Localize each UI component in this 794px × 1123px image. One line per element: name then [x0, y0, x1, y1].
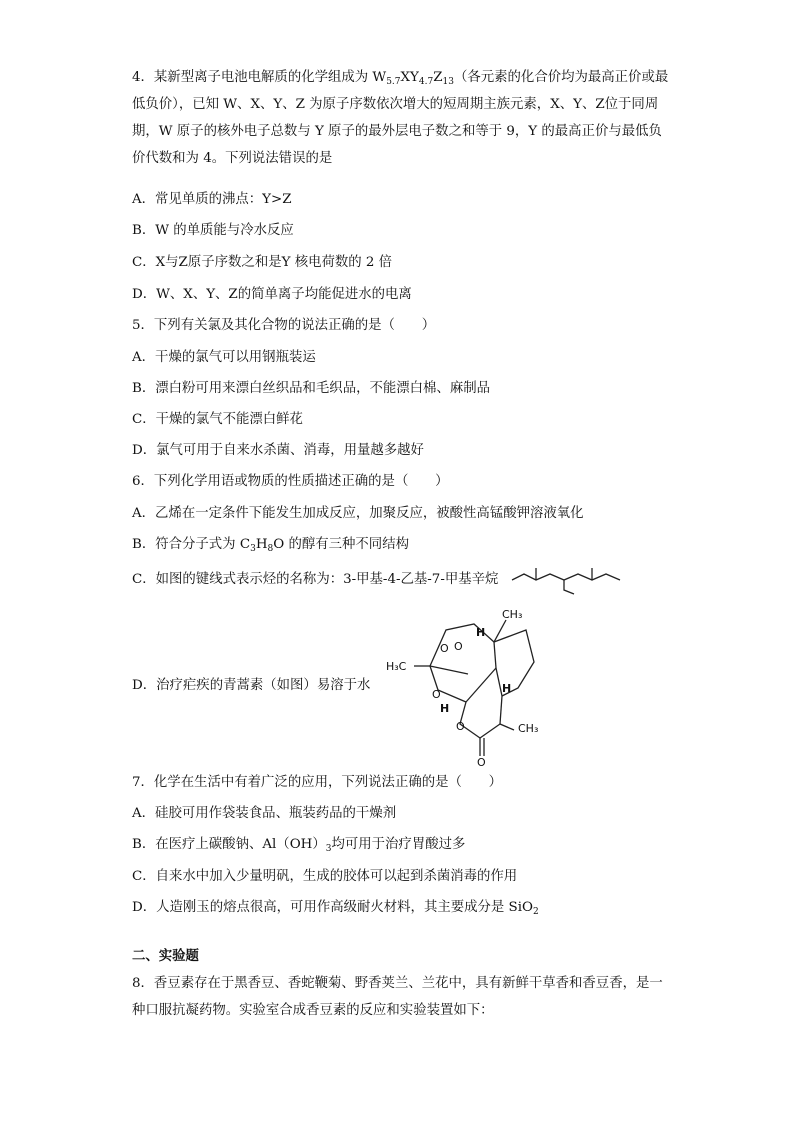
question-4-option-c: C．X与Z原子序数之和是Y 核电荷数的 2 倍: [132, 255, 393, 270]
h-top-label: H: [476, 626, 486, 639]
question-6-option-d: D．治疗疟疾的青蒿素（如图）易溶于水: [132, 678, 371, 693]
question-7-option-b: B．在医疗上碳酸钠、$Al(OH)_3$均可用于治疗胃酸过多: [132, 837, 466, 854]
ch3-top-label: CH₃: [502, 608, 523, 621]
section-title: 二、实验题: [132, 948, 199, 964]
ethyl-branch-bond: [564, 580, 574, 594]
oxygen-label-2: O: [454, 640, 463, 653]
question-7-stem: 7．化学在生活中有着广泛的应用，下列说法正确的是（ ）: [132, 775, 503, 790]
artemisinin-structure-diagram: [384, 606, 550, 766]
oxygen-label-5: O: [477, 756, 486, 766]
question-7-option-a: A．硅胶可用作袋装食品、瓶装药品的干燥剂: [132, 806, 397, 821]
h3c-label: H₃C: [386, 660, 407, 673]
h-mid-label: H: [502, 682, 512, 695]
skeletal-formula-diagram: [508, 560, 628, 596]
oxygen-label-4: O: [456, 720, 465, 733]
oxygen-label-3: O: [432, 688, 441, 701]
question-5-stem: 5．下列有关氯及其化合物的说法正确的是（ ）: [132, 318, 436, 333]
question-5-option-d: D．氯气可用于自来水杀菌、消毒，用量越多越好: [132, 443, 424, 458]
ch3-bottom-label: CH₃: [518, 722, 539, 735]
question-4-option-b: B．W 的单质能与冷水反应: [132, 223, 294, 238]
question-4-stem: 4．某新型离子电池电解质的化学组成为 $W_{5.7}XY_{4.7}Z_{13}$（各元素的化合价均为最高正价或最低负价），已知 W、X、Y、Z 为原子序数依次增大的短周期主族元素，X、Y、Z位于同周期，W 原子的核外电子总数与 Y 原子的最外层电子数之和等于 9，Y 的最高正价与最低负价代数和为 4。下列说法错误的是: [132, 70, 669, 166]
oxygen-label-1: O: [440, 642, 449, 655]
question-4-option-a: A．常见单质的沸点：Y>Z: [132, 192, 292, 207]
question-6-option-c: C．如图的键线式表示烃的名称为：3-甲基-4-乙基-7-甲基辛烷: [132, 572, 499, 587]
question-6-option-b: B．符合分子式为 $C_3H_8O$ 的醇有三种不同结构: [132, 537, 409, 554]
question-5-option-c: C．干燥的氯气不能漂白鲜花: [132, 412, 303, 427]
question-4-option-d: D．W、X、Y、Z的简单离子均能促进水的电离: [132, 287, 412, 302]
question-7-option-c: C．自来水中加入少量明矾，生成的胶体可以起到杀菌消毒的作用: [132, 869, 518, 884]
main-chain-bond: [512, 574, 620, 580]
h-left-label: H: [440, 702, 450, 715]
question-8-stem: 8．香豆素存在于黑香豆、香蛇鞭菊、野香荚兰、兰花中，具有新鲜干草香和香豆香，是一种口服抗凝药物。实验室合成香豆素的反应和实验装置如下：: [132, 976, 663, 1018]
question-5-option-a: A．干燥的氯气可以用钢瓶装运: [132, 350, 316, 365]
question-7-option-d: D．人造刚玉的熔点很高，可用作高级耐火材料，其主要成分是 SiO$_2$: [132, 900, 539, 917]
question-5-option-b: B．漂白粉可用来漂白丝织品和毛织品，不能漂白棉、麻制品: [132, 381, 490, 396]
question-6-option-a: A．乙烯在一定条件下能发生加成反应，加聚反应，被酸性高锰酸钾溶液氧化: [132, 506, 584, 521]
question-6-stem: 6．下列化学用语或物质的性质描述正确的是（ ）: [132, 474, 449, 489]
